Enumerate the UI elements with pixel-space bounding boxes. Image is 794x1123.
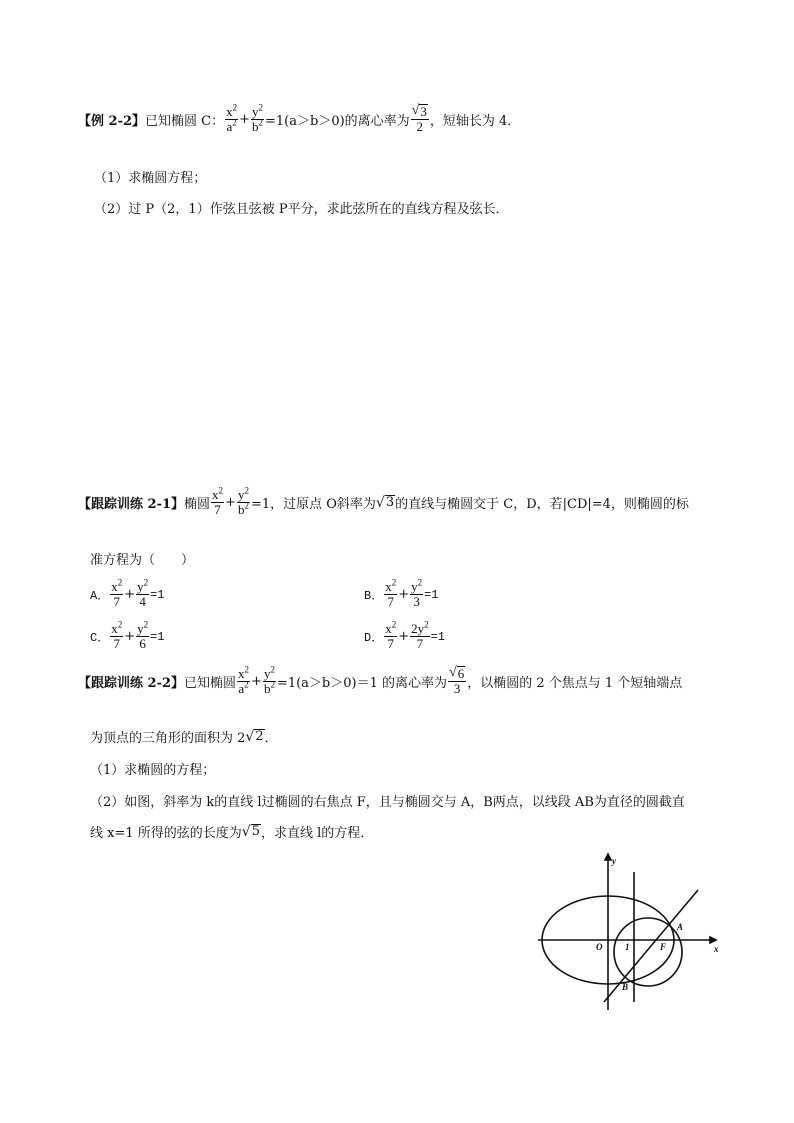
y-axis-arrow-icon <box>605 854 611 860</box>
tracking-2-1-label: 【跟踪训练 2-1】 <box>78 497 185 512</box>
tracking-2-2-label: 【跟踪训练 2-2】 <box>78 675 185 691</box>
label-A: A <box>677 922 684 932</box>
example-2-2-statement: 【例 2-2】 已知椭圆 C： $\frac{x^2}{a^2}$ + $\frac{y^2}{b^2}$ =1(a＞b＞0)的离心率为 √ 3 2 ，短轴长为 4． <box>78 102 521 134</box>
label-B: B <box>622 982 629 992</box>
axis-label-y: y <box>612 856 616 866</box>
tracking-2-1-statement: 【跟踪训练 2-1】 椭圆 $\frac{x^2}{7}$ + $\frac{y^2}{b^2}$ =1，过原点 O斜率为 √ 3 的直线与椭圆交于 C，D，若|CD|=4，则椭圆的标 <box>78 485 689 517</box>
option-d[interactable]: D． $\frac{x^2}{7}$ + $\frac{2y^2}{7}$ =1 <box>364 619 446 651</box>
tracking-2-2-statement: 【跟踪训练 2-2】 已知椭圆 $\frac{x^2}{a^2}$ + $\frac{y^2}{b^2}$ =1(a＞b＞0)＝1 的离心率为 √ 6 3 ，以椭圆的 2 个焦点与 1 个短轴端点 <box>78 664 683 696</box>
tracking-2-2-line2: 为顶点的三角形的面积为 2 √ 2 ． <box>90 728 278 746</box>
eccentricity-fraction: √ 3 2 <box>411 103 427 134</box>
example-question-2: （2）过 P（2，1）作弦且弦被 P平分，求此弦所在的直线方程及弦长． <box>94 202 509 217</box>
option-b[interactable]: B． $\frac{x^2}{7}$ + $\frac{y^2}{3}$ =1 <box>364 577 439 609</box>
label-F: F <box>660 942 667 952</box>
label-origin: O <box>596 942 603 952</box>
fraction-y2-b2: $\frac{y^2}{b^2}$ <box>252 102 264 134</box>
example-tail: ，短轴长为 4． <box>429 113 521 129</box>
fraction-y2-b2: $\frac{y^2}{b^2}$ <box>263 664 275 696</box>
example-condition: =1(a＞b＞0)的离心率为 <box>265 113 410 129</box>
example-intro: 已知椭圆 C： <box>145 113 225 129</box>
eccentricity-fraction: √ 6 3 <box>449 665 465 696</box>
sqrt-3: √ 3 <box>375 494 395 511</box>
x-axis-arrow-icon <box>710 937 716 943</box>
option-c[interactable]: C． $\frac{x^2}{7}$ + $\frac{y^2}{6}$ =1 <box>90 619 165 651</box>
tracking-2-2-question-2a: （2）如图，斜率为 k的直线 l过椭圆的右焦点 F，且与椭圆交与 A，B两点，以线段 AB为直径的圆截直 <box>90 795 685 810</box>
fraction-x2-a2: $\frac{x^2}{a^2}$ <box>226 102 238 134</box>
tracking-2-1-line2: 准方程为（ ） <box>90 553 195 568</box>
tracking-2-2-question-2b: 线 x=1 所得的弦的长度为 √ 5 ，求直线 l的方程． <box>90 823 374 841</box>
option-a[interactable]: A． $\frac{x^2}{7}$ + $\frac{y^2}{4}$ =1 <box>90 577 165 609</box>
tracking-2-2-question-1: （1）求椭圆的方程； <box>90 763 216 778</box>
fraction-y2-b2: $\frac{y^2}{b^2}$ <box>237 485 249 517</box>
ellipse-circle-figure <box>530 852 730 1012</box>
example-label: 【例 2-2】 <box>78 113 146 129</box>
label-one: 1 <box>625 942 630 952</box>
fraction-x2-7: $\frac{x^2}{7}$ <box>212 485 224 517</box>
axis-label-x: x <box>714 944 719 954</box>
example-question-1: （1）求椭圆方程； <box>94 171 207 186</box>
fraction-x2-a2: $\frac{x^2}{a^2}$ <box>238 664 250 696</box>
